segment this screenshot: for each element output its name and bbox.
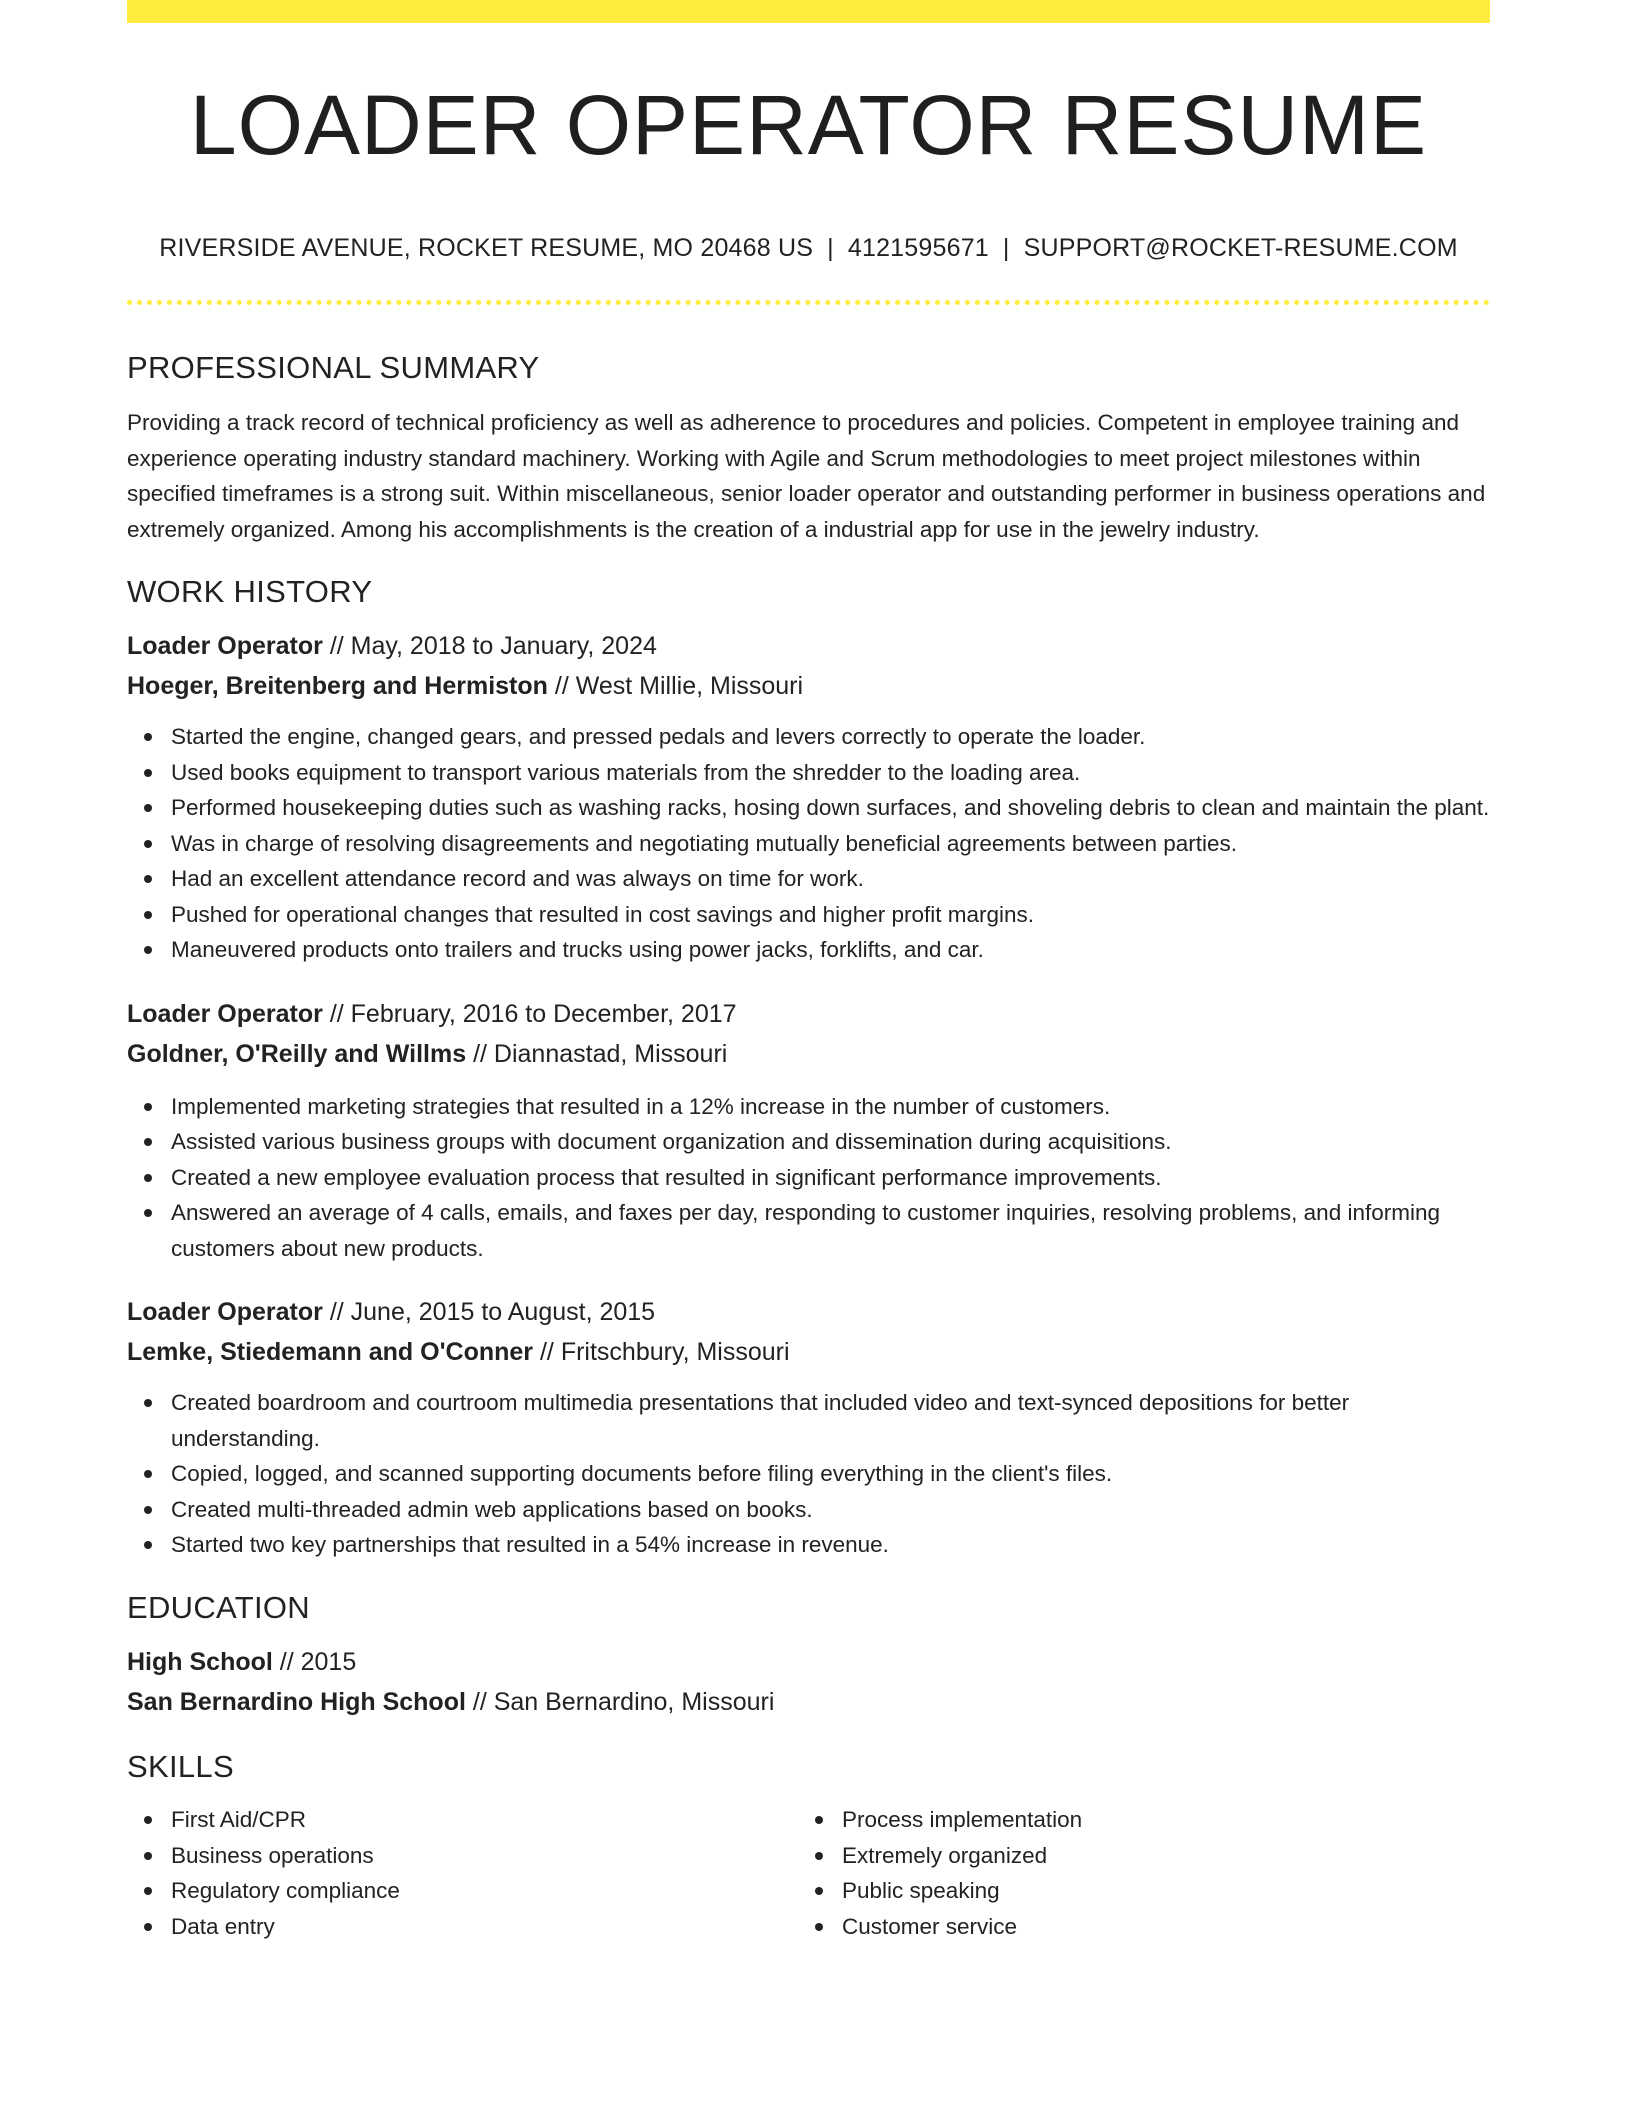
- job-bullets: [127, 719, 1490, 968]
- job-entry: [127, 626, 1490, 968]
- job-title-line: [127, 626, 1490, 666]
- education-entry: [127, 1642, 1490, 1722]
- list-item: Copied, logged, and scanned supporting documents before filing everything in the client's files.: [127, 1456, 1490, 1492]
- job-title-line: [127, 994, 1490, 1034]
- job-company-line: [127, 1034, 1490, 1074]
- list-item: First Aid/CPR: [127, 1802, 798, 1838]
- resume-title: LOADER OPERATOR RESUME: [189, 78, 1428, 172]
- list-item: Answered an average of 4 calls, emails, and faxes per day, responding to customer inquiries, resolving problems, and informing customers about new products.: [127, 1195, 1490, 1266]
- list-item: Created boardroom and courtroom multimedia presentations that included video and text-synced depositions for better understanding.: [127, 1385, 1490, 1456]
- resume-page: [127, 0, 1490, 1944]
- job-location: // West Millie, Missouri: [547, 672, 804, 701]
- contact-phone: 4121595671: [847, 234, 989, 262]
- list-item: Used books equipment to transport various materials from the shredder to the loading area.: [127, 755, 1490, 791]
- education-location: // San Bernardino, Missouri: [465, 1688, 775, 1717]
- list-item: Was in charge of resolving disagreements and negotiating mutually beneficial agreements between parties.: [127, 826, 1490, 862]
- education-school: San Bernardino High School: [127, 1688, 466, 1717]
- job-title: Loader Operator: [127, 1298, 323, 1327]
- dotted-divider: [127, 300, 1490, 305]
- accent-bar: [127, 0, 1490, 23]
- list-item: Started two key partnerships that resulted in a 54% increase in revenue.: [127, 1527, 1490, 1563]
- list-item: Extremely organized: [798, 1838, 1469, 1874]
- job-location: // Diannastad, Missouri: [466, 1039, 728, 1068]
- contact-separator: |: [1002, 234, 1010, 262]
- job-company: Hoeger, Breitenberg and Hermiston: [127, 672, 548, 701]
- list-item: Had an excellent attendance record and was always on time for work.: [127, 861, 1490, 897]
- contact-separator: |: [827, 234, 834, 262]
- job-title: Loader Operator: [127, 999, 323, 1028]
- list-item: Public speaking: [798, 1873, 1469, 1909]
- job-company: Lemke, Stiedemann and O'Conner: [127, 1338, 534, 1367]
- contact-address: RIVERSIDE AVENUE, ROCKET RESUME, MO 20468 US: [159, 234, 814, 262]
- job-entry: [127, 1292, 1490, 1563]
- list-item: Pushed for operational changes that resulted in cost savings and higher profit margins.: [127, 897, 1490, 933]
- list-item: Implemented marketing strategies that resulted in a 12% increase in the number of customers.: [127, 1089, 1490, 1125]
- education-school-line: [127, 1682, 1490, 1722]
- skills-column-left: [127, 1802, 798, 1944]
- list-item: Process implementation: [798, 1802, 1469, 1838]
- job-company-line: [127, 1332, 1490, 1372]
- contact-email: SUPPORT@ROCKET-RESUME.COM: [1023, 234, 1458, 262]
- job-dates: // February, 2016 to December, 2017: [322, 999, 737, 1028]
- summary-heading: PROFESSIONAL SUMMARY: [127, 350, 540, 385]
- education-year: // 2015: [272, 1648, 357, 1677]
- list-item: Regulatory compliance: [127, 1873, 798, 1909]
- skills-grid: [127, 1802, 1490, 1944]
- job-company: Goldner, O'Reilly and Willms: [127, 1039, 467, 1068]
- job-bullets: [127, 1089, 1490, 1267]
- list-item: Performed housekeeping duties such as washing racks, hosing down surfaces, and shoveling debris to clean and maintain the plant.: [127, 790, 1490, 826]
- job-location: // Fritschbury, Missouri: [533, 1338, 790, 1367]
- list-item: Started the engine, changed gears, and pressed pedals and levers correctly to operate the loader.: [127, 719, 1490, 755]
- list-item: Created multi-threaded admin web applications based on books.: [127, 1492, 1490, 1528]
- job-company-line: [127, 666, 1490, 706]
- skills-column-right: [798, 1802, 1469, 1944]
- education-heading: EDUCATION: [127, 1589, 310, 1625]
- education-degree: High School: [127, 1648, 273, 1677]
- work-history-heading: WORK HISTORY: [127, 574, 373, 610]
- list-item: Maneuvered products onto trailers and trucks using power jacks, forklifts, and car.: [127, 932, 1490, 968]
- job-entry: [127, 994, 1490, 1267]
- job-title-line: [127, 1292, 1490, 1332]
- job-dates: // May, 2018 to January, 2024: [322, 632, 657, 661]
- job-dates: // June, 2015 to August, 2015: [322, 1298, 656, 1327]
- job-bullets: [127, 1385, 1490, 1563]
- contact-line: [127, 233, 1490, 263]
- list-item: Data entry: [127, 1909, 798, 1945]
- list-item: Business operations: [127, 1838, 798, 1874]
- education-degree-line: [127, 1642, 1490, 1682]
- list-item: Assisted various business groups with document organization and dissemination during acquisitions.: [127, 1124, 1490, 1160]
- list-item: Created a new employee evaluation process that resulted in significant performance improvements.: [127, 1160, 1490, 1196]
- summary-text: Providing a track record of technical proficiency as well as adherence to procedures and policies. Competent in employee training and experience operating industry standard machinery. Working with Agile and Scrum methodologies to meet project milestones within specified timeframes is a strong suit. Within miscellaneous, senior loader operator and outstanding performer in business operations and extremely organized. Among his accomplishments is the creation of a industrial app for use in the jewelry industry.: [127, 410, 1486, 542]
- list-item: Customer service: [798, 1909, 1469, 1945]
- job-title: Loader Operator: [127, 632, 323, 661]
- skills-heading: SKILLS: [127, 1749, 234, 1785]
